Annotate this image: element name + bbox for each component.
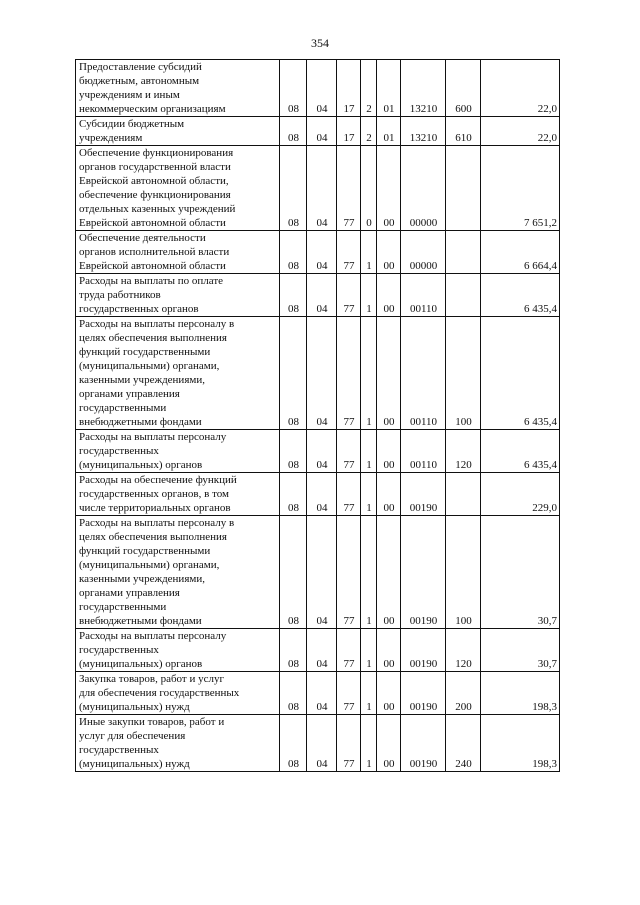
- measure-code: 00: [377, 274, 401, 317]
- section-code: 08: [280, 473, 307, 516]
- subsection-code: 04: [307, 430, 337, 473]
- measure-code: 00: [377, 317, 401, 430]
- direction-code: 00190: [401, 715, 446, 772]
- table-row: [76, 231, 560, 274]
- section-code: 08: [280, 516, 307, 629]
- measure-code: 00: [377, 516, 401, 629]
- direction-code: 00190: [401, 672, 446, 715]
- program-code: 77: [337, 629, 361, 672]
- direction-code: 00190: [401, 516, 446, 629]
- table-body: [76, 60, 560, 772]
- direction-code: 00000: [401, 146, 446, 231]
- section-code: 08: [280, 60, 307, 117]
- amount: 6 664,4: [481, 231, 560, 274]
- expense-name: Расходы на выплаты по оплате труда работников государственных органов: [76, 274, 280, 317]
- subsection-code: 04: [307, 672, 337, 715]
- expense-type-code: 610: [446, 117, 481, 146]
- section-code: 08: [280, 430, 307, 473]
- amount: 6 435,4: [481, 430, 560, 473]
- amount: 198,3: [481, 715, 560, 772]
- expense-type-code: 120: [446, 430, 481, 473]
- amount: 30,7: [481, 516, 560, 629]
- table-row: [76, 274, 560, 317]
- direction-code: 00190: [401, 629, 446, 672]
- expense-type-code: 100: [446, 516, 481, 629]
- subprogram-code: 2: [361, 60, 377, 117]
- program-code: 77: [337, 274, 361, 317]
- page-number: 354: [311, 36, 329, 50]
- expense-type-code: [446, 146, 481, 231]
- expense-name: Расходы на выплаты персоналу в целях обеспечения выполнения функций государственными (муниципальными) органами, казенными учреждениями, органами управления государственными внебюджетными фондами: [76, 516, 280, 629]
- expense-name: Обеспечение функционирования органов государственной власти Еврейской автономной области, обеспечение функционирования отдельных казенных учреждений Еврейской автономной области: [76, 146, 280, 231]
- amount: 6 435,4: [481, 317, 560, 430]
- direction-code: 00190: [401, 473, 446, 516]
- program-code: 77: [337, 231, 361, 274]
- subsection-code: 04: [307, 146, 337, 231]
- program-code: 77: [337, 672, 361, 715]
- program-code: 77: [337, 146, 361, 231]
- measure-code: 00: [377, 430, 401, 473]
- subsection-code: 04: [307, 516, 337, 629]
- program-code: 77: [337, 715, 361, 772]
- section-code: 08: [280, 672, 307, 715]
- subprogram-code: 1: [361, 473, 377, 516]
- amount: 198,3: [481, 672, 560, 715]
- amount: 6 435,4: [481, 274, 560, 317]
- section-code: 08: [280, 274, 307, 317]
- expense-name: Расходы на выплаты персоналу государственных (муниципальных) органов: [76, 629, 280, 672]
- section-code: 08: [280, 231, 307, 274]
- direction-code: 13210: [401, 60, 446, 117]
- direction-code: 00110: [401, 274, 446, 317]
- measure-code: 00: [377, 715, 401, 772]
- expense-name: Расходы на выплаты персоналу государственных (муниципальных) органов: [76, 430, 280, 473]
- budget-table: [75, 59, 560, 772]
- amount: 229,0: [481, 473, 560, 516]
- expense-name: Расходы на выплаты персоналу в целях обеспечения выполнения функций государственными (муниципальными) органами, казенными учреждениями, органами управления государственными внебюджетными фондами: [76, 317, 280, 430]
- program-code: 77: [337, 516, 361, 629]
- amount: 22,0: [481, 60, 560, 117]
- amount: 30,7: [481, 629, 560, 672]
- expense-type-code: 100: [446, 317, 481, 430]
- section-code: 08: [280, 117, 307, 146]
- expense-name: Иные закупки товаров, работ и услуг для обеспечения государственных (муниципальных) нужд: [76, 715, 280, 772]
- subprogram-code: 1: [361, 672, 377, 715]
- expense-name: Расходы на обеспечение функций государственных органов, в том числе территориальных органов: [76, 473, 280, 516]
- section-code: 08: [280, 146, 307, 231]
- expense-name: Закупка товаров, работ и услуг для обеспечения государственных (муниципальных) нужд: [76, 672, 280, 715]
- table-row: [76, 117, 560, 146]
- table-row: [76, 715, 560, 772]
- program-code: 77: [337, 473, 361, 516]
- subsection-code: 04: [307, 715, 337, 772]
- subprogram-code: 1: [361, 430, 377, 473]
- subprogram-code: 1: [361, 317, 377, 430]
- table-row: [76, 430, 560, 473]
- expense-type-code: [446, 274, 481, 317]
- table-row: [76, 629, 560, 672]
- subsection-code: 04: [307, 231, 337, 274]
- subprogram-code: 2: [361, 117, 377, 146]
- subsection-code: 04: [307, 274, 337, 317]
- expense-type-code: 200: [446, 672, 481, 715]
- direction-code: 00110: [401, 430, 446, 473]
- subprogram-code: 1: [361, 715, 377, 772]
- measure-code: 00: [377, 629, 401, 672]
- subprogram-code: 0: [361, 146, 377, 231]
- measure-code: 00: [377, 231, 401, 274]
- table-row: [76, 473, 560, 516]
- subsection-code: 04: [307, 473, 337, 516]
- direction-code: 13210: [401, 117, 446, 146]
- table-row: [76, 516, 560, 629]
- measure-code: 00: [377, 672, 401, 715]
- subsection-code: 04: [307, 60, 337, 117]
- expense-type-code: 120: [446, 629, 481, 672]
- subprogram-code: 1: [361, 231, 377, 274]
- expense-type-code: [446, 473, 481, 516]
- subprogram-code: 1: [361, 629, 377, 672]
- program-code: 17: [337, 60, 361, 117]
- table-row: [76, 146, 560, 231]
- expense-type-code: 600: [446, 60, 481, 117]
- subsection-code: 04: [307, 317, 337, 430]
- program-code: 77: [337, 317, 361, 430]
- section-code: 08: [280, 317, 307, 430]
- table-row: [76, 672, 560, 715]
- section-code: 08: [280, 715, 307, 772]
- direction-code: 00000: [401, 231, 446, 274]
- section-code: 08: [280, 629, 307, 672]
- amount: 22,0: [481, 117, 560, 146]
- expense-type-code: 240: [446, 715, 481, 772]
- measure-code: 01: [377, 60, 401, 117]
- table-row: [76, 317, 560, 430]
- subprogram-code: 1: [361, 516, 377, 629]
- expense-name: Предоставление субсидий бюджетным, автономным учреждениям и иным некоммерческим организациям: [76, 60, 280, 117]
- subsection-code: 04: [307, 117, 337, 146]
- amount: 7 651,2: [481, 146, 560, 231]
- expense-name: Субсидии бюджетным учреждениям: [76, 117, 280, 146]
- table-row: [76, 60, 560, 117]
- expense-name: Обеспечение деятельности органов исполнительной власти Еврейской автономной области: [76, 231, 280, 274]
- direction-code: 00110: [401, 317, 446, 430]
- program-code: 77: [337, 430, 361, 473]
- measure-code: 00: [377, 146, 401, 231]
- program-code: 17: [337, 117, 361, 146]
- subprogram-code: 1: [361, 274, 377, 317]
- measure-code: 00: [377, 473, 401, 516]
- subsection-code: 04: [307, 629, 337, 672]
- measure-code: 01: [377, 117, 401, 146]
- expense-type-code: [446, 231, 481, 274]
